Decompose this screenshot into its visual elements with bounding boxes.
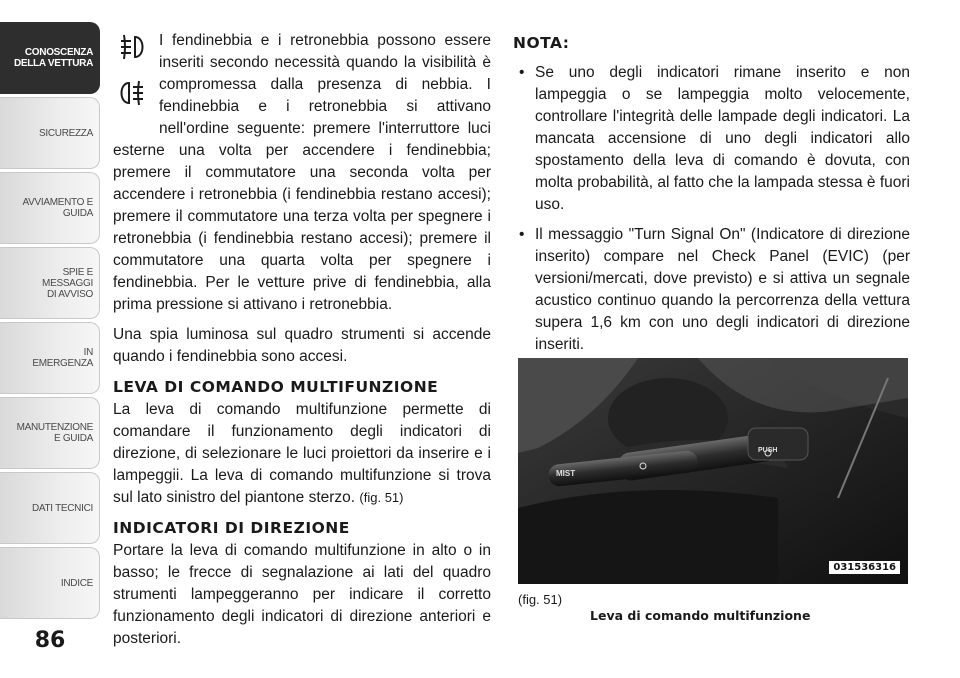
tab-conoscenza-vettura[interactable] <box>0 22 100 94</box>
front-fog-light-icon <box>115 32 149 62</box>
figure-reference-link[interactable]: (fig. 51) <box>359 490 404 505</box>
lever-illustration <box>518 358 908 584</box>
multifunction-lever-photo <box>518 358 908 584</box>
figure-caption: Leva di comando multifunzione <box>590 608 811 623</box>
note-item: • Se uno degli indicatori rimane inserito e non lampeggia o se lampeggia molto velocemente, controllare l'integrità delle lampade degli indicatori. La mancata accensione di uno degli indicatori allo spostamento della leva di comando è dovuta, con molta probabilità, al fatto che la lampada stessa è fuori uso. <box>513 62 910 216</box>
turn-signals-heading: INDICATORI DI DIREZIONE <box>113 519 350 537</box>
multifunction-lever-paragraph <box>113 399 491 509</box>
tab-label: SICUREZZA <box>39 127 93 139</box>
stalk-label-push: PUSH <box>758 447 778 454</box>
tab-emergenza[interactable] <box>0 322 100 394</box>
tab-label: MANUTENZIONE E GUIDA <box>16 422 93 444</box>
multifunction-lever-heading: LEVA DI COMANDO MULTIFUNZIONE <box>113 378 439 396</box>
tab-dati-tecnici[interactable] <box>0 472 100 544</box>
tab-label: IN EMERGENZA <box>32 347 93 369</box>
tab-avviamento-guida[interactable] <box>0 172 100 244</box>
tab-manutenzione[interactable] <box>0 397 100 469</box>
tab-label: DATI TECNICI <box>31 502 93 514</box>
tab-label: CONOSCENZA DELLA VETTURA <box>13 47 93 69</box>
fog-lights-paragraph: I fendinebbia e i retronebbia possono essere inseriti secondo necessità quando la visibilità è compromessa dalla presenza di nebbia. I fendinebbia e i retronebbia si attivano nell'ordine seguente: premere l'interruttore luci esterne una volta per accendere i fendinebbia; premere il commutatore una seconda volta per accendere i retronebbia (i fendinebbia restano accesi); premere il commutatore una terza volta per spegnere i retronebbia (i fendinebbia restano accesi); premere il commutatore una quarta volta per spegnere i fendinebbia. Per le vetture prive di fendinebbia, alla prima pressione si attivano i retronebbia. <box>113 32 491 313</box>
chapter-tabs <box>0 22 100 622</box>
note-list <box>513 62 910 356</box>
stalk-label-mist: MIST <box>556 469 576 478</box>
tab-spie-messaggi[interactable] <box>0 247 100 319</box>
tab-label: SPIE E MESSAGGI DI AVVISO <box>42 266 93 300</box>
tab-sicurezza[interactable] <box>0 97 100 169</box>
indicator-light-paragraph: Una spia luminosa sul quadro strumenti si accende quando i fendinebbia sono accesi. <box>113 326 491 365</box>
multifunction-lever-text: La leva di comando multifunzione permette di comandare il funzionamento degli indicatori di direzione, di selezionare le luci proiettori da inserire e i lampeggii. La leva di comando multifunzione si trova sul lato sinistro del piantone sterzo. <box>113 401 491 506</box>
right-column <box>513 30 910 364</box>
turn-signals-paragraph: Portare la leva di comando multifunzione in alto o in basso; le frecce di segnalazione ai lati del quadro strumenti lampeggeranno per indicare il corretto funzionamento degli indicatori di direzione anteriori e posteriori. <box>113 542 491 647</box>
tab-indice[interactable] <box>0 547 100 619</box>
rear-fog-light-icon <box>115 78 149 108</box>
left-column <box>113 30 491 658</box>
fog-light-icons <box>113 30 153 120</box>
note-item: • Il messaggio "Turn Signal On" (Indicatore di direzione inserito) compare nel Check Panel (EVIC) (per versioni/mercati, dove previsto) e si attiva un segnale acustico continuo quando la percorrenza della vettura supera 1,6 km con uno degli indicatori di direzione inseriti. <box>513 224 910 356</box>
note-title: NOTA: <box>513 34 570 52</box>
figure-label: (fig. 51) <box>518 592 563 607</box>
page-number: 86 <box>34 628 66 653</box>
figure-code: 031536316 <box>829 561 900 574</box>
tab-label: AVVIAMENTO E GUIDA <box>22 197 93 219</box>
tab-label: INDICE <box>60 577 93 589</box>
